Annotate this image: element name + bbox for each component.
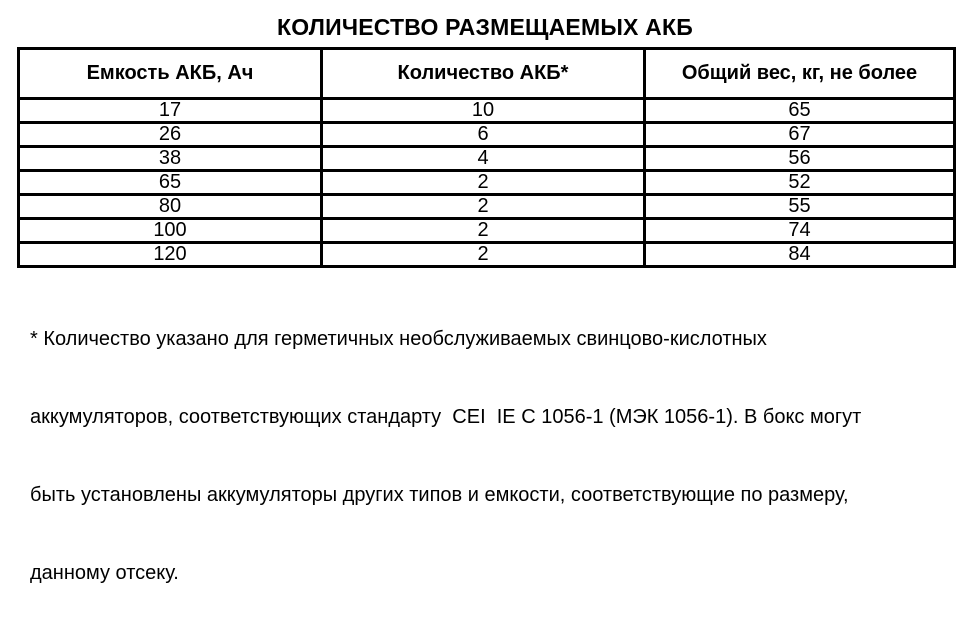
table-row [19, 195, 955, 219]
cell-weight: 52 [645, 171, 955, 195]
footnote-line: * Количество указано для герметичных необслуживаемых свинцово-кислотных [30, 328, 767, 350]
table-row [19, 243, 955, 267]
col-header-quantity: Количество АКБ* [322, 49, 645, 99]
table-header-row [19, 49, 955, 99]
table-row [19, 99, 955, 123]
footnote [30, 274, 950, 638]
battery-count-table [17, 47, 956, 268]
cell-weight: 67 [645, 123, 955, 147]
cell-weight: 55 [645, 195, 955, 219]
table-row [19, 219, 955, 243]
table-row [19, 123, 955, 147]
cell-weight: 56 [645, 147, 955, 171]
cell-capacity: 65 [19, 171, 322, 195]
cell-quantity: 10 [322, 99, 645, 123]
cell-weight: 65 [645, 99, 955, 123]
footnote-line: аккумуляторов, соответствующих стандарту CEI IE C 1056-1 (МЭК 1056-1). В бокс могут [30, 406, 862, 428]
page-title: КОЛИЧЕСТВО РАЗМЕЩАЕМЫХ АКБ [277, 14, 693, 40]
cell-capacity: 120 [19, 243, 322, 267]
table-row [19, 171, 955, 195]
cell-weight: 74 [645, 219, 955, 243]
cell-capacity: 17 [19, 99, 322, 123]
cell-capacity: 26 [19, 123, 322, 147]
footnote-line: быть установлены аккумуляторы других типов и емкости, соответствующие по размеру, [30, 484, 849, 506]
cell-quantity: 2 [322, 171, 645, 195]
cell-capacity: 38 [19, 147, 322, 171]
cell-quantity: 2 [322, 195, 645, 219]
col-header-capacity: Емкость АКБ, Ач [19, 49, 322, 99]
col-header-weight: Общий вес, кг, не более [645, 49, 955, 99]
document-page [0, 14, 970, 584]
cell-quantity: 4 [322, 147, 645, 171]
cell-quantity: 2 [322, 219, 645, 243]
cell-weight: 84 [645, 243, 955, 267]
cell-capacity: 80 [19, 195, 322, 219]
cell-quantity: 6 [322, 123, 645, 147]
cell-quantity: 2 [322, 243, 645, 267]
footnote-line: данному отсеку. [30, 562, 179, 584]
table-row [19, 147, 955, 171]
cell-capacity: 100 [19, 219, 322, 243]
